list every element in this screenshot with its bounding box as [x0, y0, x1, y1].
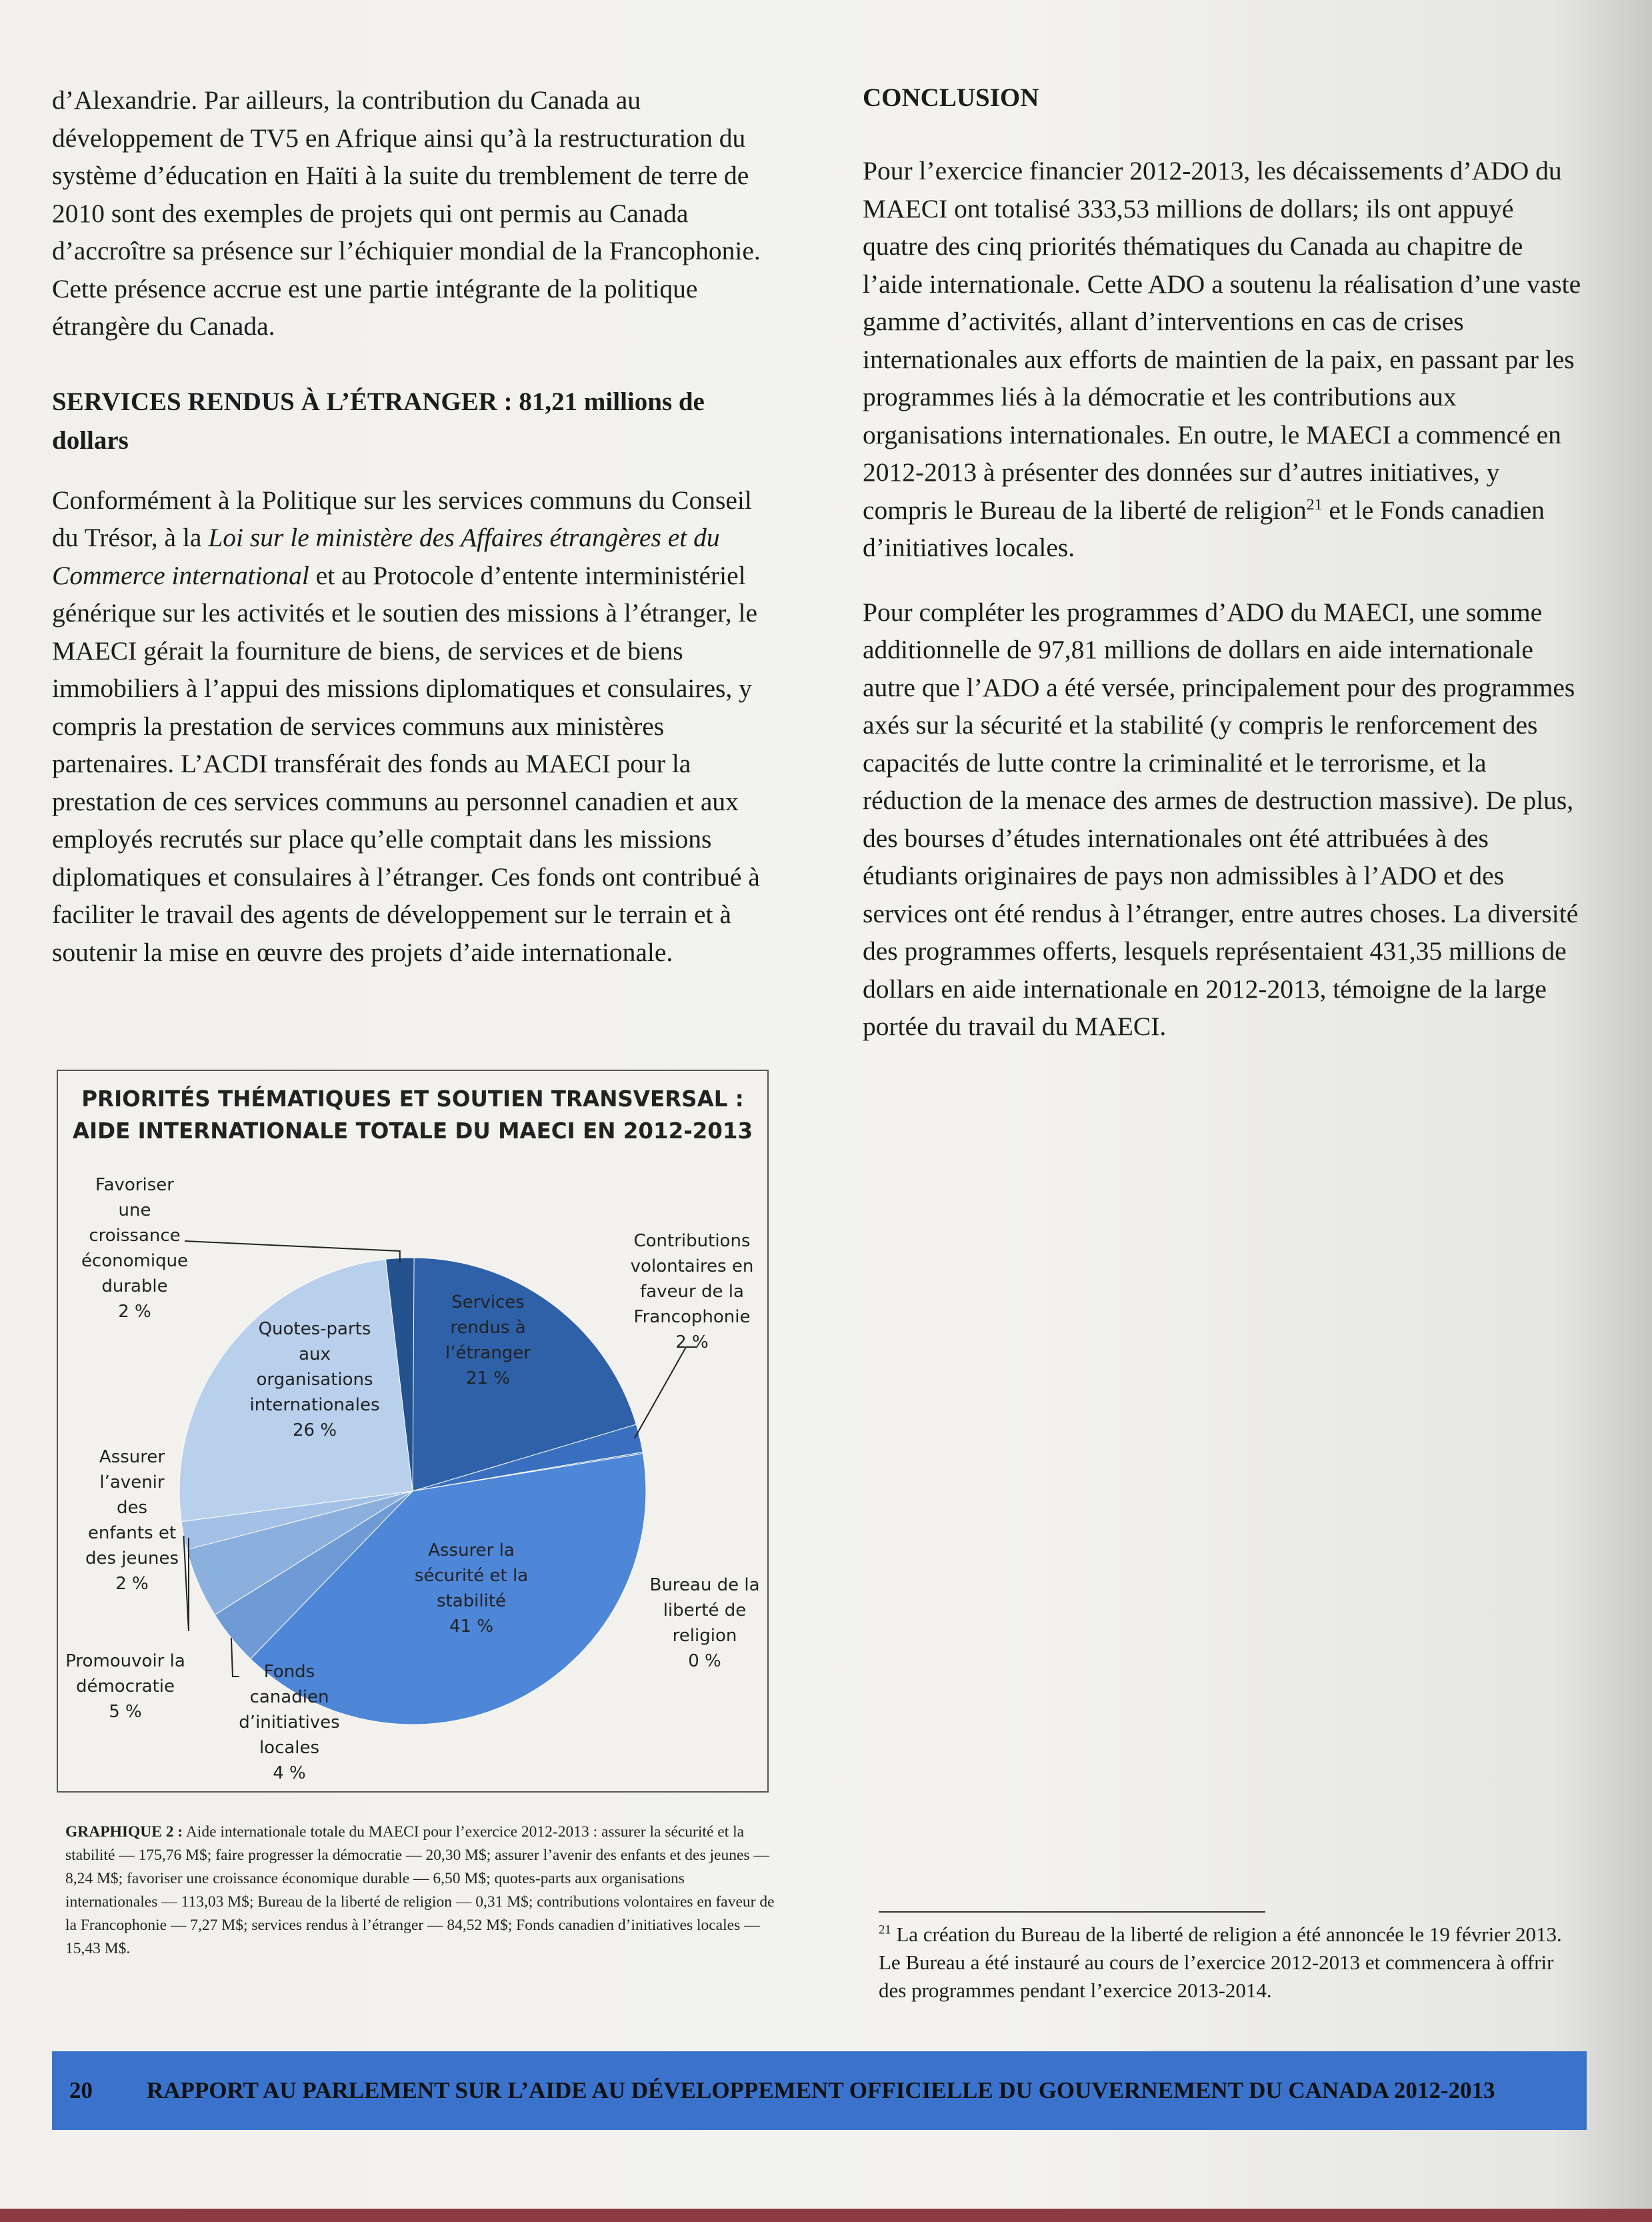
label-fonds-text: Fonds canadien d’initiatives locales	[239, 1662, 340, 1758]
label-quotes-parts-text: Quotes-parts aux organisations internationales	[249, 1319, 380, 1415]
label-religion-pct: 0 %	[688, 1651, 721, 1671]
label-religion-text: Bureau de la liberté de religion	[649, 1575, 760, 1646]
label-fonds-pct: 4 %	[273, 1763, 306, 1783]
conclusion-paragraph-2: Pour compléter les programmes d’ADO du MAECI, une somme additionnelle de 97,81 millions de dollars en aide internationale autre que l’ADO a été versée, principalement pour des programmes axés sur la sécurité et la stabilité (y compris le renforcement des capacités de lutte contre la criminalité et le terrorisme, et la réduction de la menace des armes de destruction massive). De plus, des bourses d’études internationales ont été attribuées à des étudiants originaires de pays non admissibles à l’ADO et des services ont été rendus à l’étranger, entre autres choses. La diversité des programmes offerts, lesquels représentaient 431,35 millions de dollars en aide internationale en 2012-2013, témoigne de la large portée du travail du MAECI.	[863, 597, 1579, 1041]
footnote-separator	[879, 1911, 1265, 1913]
footnote-text: La création du Bureau de la liberté de religion a été annoncée le 19 février 2013. Le Bureau a été instauré au cours de l’exercice 2012-2013 et commencera à offrir des programmes pendant l’exercice 2013-2014.	[879, 1923, 1562, 2002]
label-enfants	[82, 1444, 182, 1596]
caption-text: Aide internationale totale du MAECI pour l’exercice 2012-2013 : assurer la sécurité et la stabilité — 175,76 M$; faire progresser la démocratie — 20,30 M$; assurer l’avenir des enfants et des jeunes — 8,24 M$; favoriser une croissance économique durable — 6,50 M$; quotes-parts aux organisations internationales — 113,03 M$; Bureau de la liberté de religion — 0,31 M$; contributions volontaires en faveur de la Francophonie — 7,27 M$; services rendus à l’étranger — 84,52 M$; Fonds canadien d’initiatives locales —15,43 M$.	[65, 1823, 775, 1957]
label-services	[438, 1290, 538, 1391]
footnote-number: 21	[879, 1923, 891, 1937]
footer-bar	[52, 2051, 1587, 2130]
label-croissance-pct: 2 %	[118, 1302, 151, 1322]
chart-caption	[65, 1821, 779, 1961]
label-services-text: Services rendus à l’étranger	[445, 1292, 531, 1363]
page-edge	[0, 2209, 1652, 2222]
leader-line-croissance	[185, 1241, 400, 1262]
left-paragraph-2-a: Conformément à la Politique sur les services communs du Conseil du Trésor, à la	[52, 485, 752, 552]
label-democratie-pct: 5 %	[109, 1702, 142, 1722]
footnote	[879, 1921, 1585, 2005]
conclusion-paragraph-1	[863, 152, 1583, 567]
footer-title: RAPPORT AU PARLEMENT SUR L’AIDE AU DÉVELOPPEMENT OFFICIELLE DU GOUVERNEMENT DU CANADA 2012-2013	[147, 2077, 1495, 2103]
conclusion-paragraph-1-b: et le Fonds canadien d’initiatives locales.	[863, 495, 1545, 562]
label-quotes-parts-pct: 26 %	[292, 1420, 337, 1440]
label-fonds	[233, 1659, 346, 1786]
label-securite-text: Assurer la sécurité et la stabilité	[414, 1540, 529, 1611]
label-francophonie	[622, 1228, 762, 1355]
label-democratie	[62, 1648, 189, 1725]
chart-title: PRIORITÉS THÉMATIQUES ET SOUTIEN TRANSVERSAL : AIDE INTERNATIONALE TOTALE DU MAECI EN 2012-2013	[72, 1086, 753, 1144]
label-enfants-pct: 2 %	[115, 1574, 149, 1594]
page-number: 20	[69, 2077, 93, 2103]
left-paragraph-1: d’Alexandrie. Par ailleurs, la contribution du Canada au développement de TV5 en Afrique ainsi qu’à la restructuration du système d’éducation en Haïti à la suite du tremblement de terre de 2010 sont des exemples de projets qui ont permis au Canada d’accroître sa présence sur l’échiquier mondial de la Francophonie. Cette présence accrue est une partie intégrante de la politique étrangère du Canada.	[52, 85, 761, 341]
label-enfants-text: Assurer l’avenir des enfants et des jeunes	[85, 1447, 179, 1568]
caption-label: GRAPHIQUE 2 :	[65, 1823, 183, 1841]
services-heading: SERVICES RENDUS À L’ÉTRANGER : 81,21 millions de dollars	[52, 387, 705, 455]
conclusion-heading: CONCLUSION	[863, 83, 1039, 112]
right-column	[863, 79, 1583, 1046]
label-services-pct: 21 %	[465, 1368, 511, 1388]
left-paragraph-2-law-title: Loi sur le ministère des Affaires étrangères et du Commerce international	[52, 523, 720, 590]
label-religion	[645, 1572, 765, 1674]
leader-line-francophonie	[635, 1347, 697, 1438]
left-column	[52, 81, 769, 971]
pie-chart-figure	[57, 1070, 769, 1793]
left-paragraph-2-b: et au Protocole d’entente interministériel générique sur les activités et le soutien des missions à l’étranger, le MAECI gérait la fourniture de biens, de services et de biens immobiliers à l’appui des missions diplomatiques et consulaires, y compris la prestation de services communs aux ministères partenaires. L’ACDI transférait des fonds au MAECI pour la prestation de ces services communs au personnel canadien et aux employés recrutés sur place qu’elle comptait dans les missions diplomatiques et consulaires à l’étranger. Ces fonds ont contribué à faciliter le travail des agents de développement sur le terrain et à soutenir la mise en œuvre des projets d’aide internationale.	[52, 560, 760, 967]
conclusion-paragraph-1-a: Pour l’exercice financier 2012-2013, les décaissements d’ADO du MAECI ont totalisé 333,53 millions de dollars; ils ont appuyé quatre des cinq priorités thématiques du Canada au chapitre de l’aide internationale. Cette ADO a soutenu la réalisation d’une vaste gamme d’activités, allant d’interventions en cas de crises internationales aux efforts de maintien de la paix, en passant par les programmes liés à la démocratie et les contributions aux organisations internationales. En outre, le MAECI a commencé en 2012-2013 à présenter des données sur d’autres initiatives, y compris le Bureau de la liberté de religion	[863, 156, 1581, 525]
label-francophonie-text: Contributions volontaires en faveur de la Francophonie	[630, 1231, 754, 1327]
label-democratie-text: Promouvoir la démocratie	[65, 1651, 185, 1697]
footnote-ref-21[interactable]: 21	[1306, 495, 1323, 513]
label-croissance	[78, 1172, 191, 1324]
label-securite-pct: 41 %	[449, 1616, 494, 1636]
label-quotes-parts	[245, 1316, 385, 1443]
label-croissance-text: Favoriser une croissance économique durable	[81, 1175, 189, 1296]
label-securite	[405, 1538, 538, 1639]
label-francophonie-pct: 2 %	[675, 1332, 709, 1352]
left-paragraph-2	[52, 481, 769, 972]
